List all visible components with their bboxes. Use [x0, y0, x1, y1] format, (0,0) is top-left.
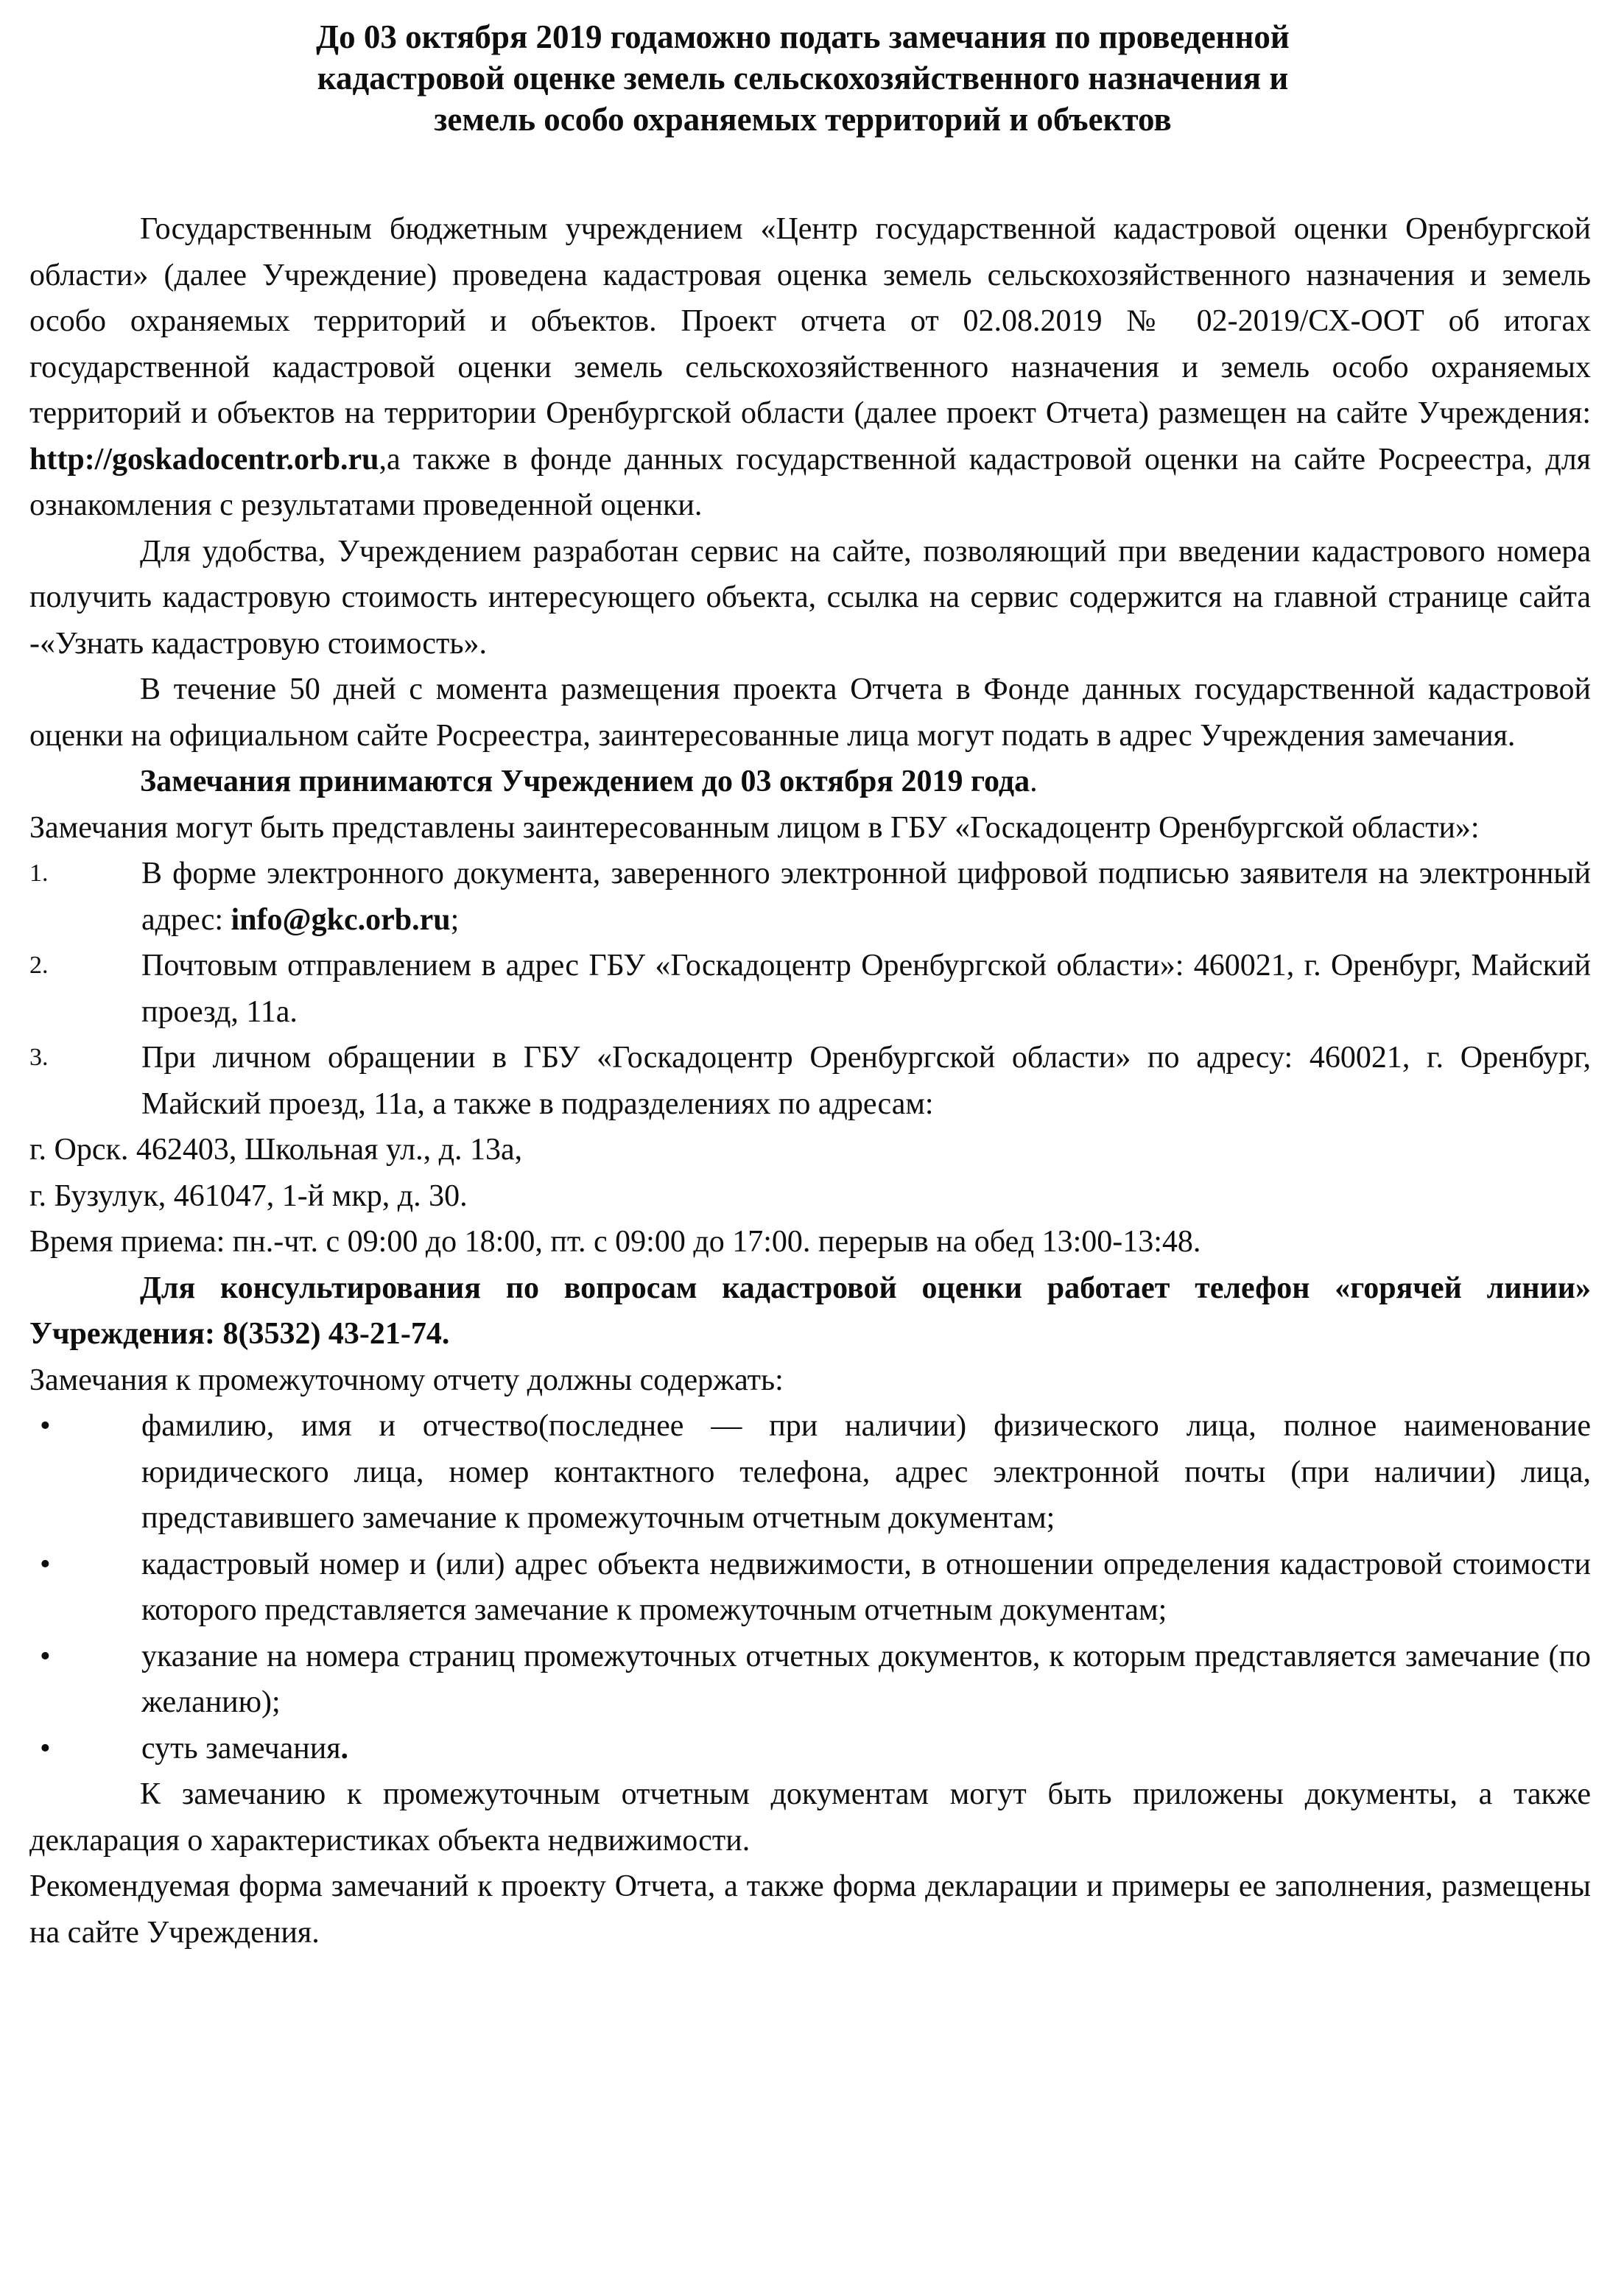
document-body [29, 206, 1591, 1956]
requirements-intro: Замечания к промежуточному отчету должны содержать: [29, 1363, 784, 1397]
requirement-text-3: указание на номера страниц промежуточных отчетных документов, к которым представляется замечание (по желанию); [141, 1639, 1591, 1719]
requirement-item-3 [29, 1634, 1591, 1726]
ways-intro: Замечания могут быть представлены заинтересованным лицом в ГБУ «Госкадоцентр Оренбургской области»: [29, 810, 1480, 845]
requirement-text-2: кадастровый номер и (или) адрес объекта недвижимости, в отношении определения кадастровой стоимости которого представляется замечание к промежуточным отчетным документам; [141, 1547, 1591, 1627]
period-paragraph: В течение 50 дней с момента размещения проекта Отчета в Фонде данных государственной кадастровой оценки на официальном сайте Росреестра, заинтересованные лица могут подать в адрес Учреждения замечания. [29, 672, 1591, 753]
way-text-2: Почтовым отправлением в адрес ГБУ «Госкадоцентр Оренбургской области»: 460021, г. Оренбург, Майский проезд, 11а. [141, 949, 1591, 1029]
intro-text-tail: ,а также в фонде данных государственной кадастровой оценки на сайте Росреестра, для ознакомления с результатами проведенной оценки. [29, 442, 1591, 522]
email-link[interactable]: info@gkc.orb.ru [231, 902, 451, 937]
website-link[interactable]: http://goskadocentr.orb.ru [29, 442, 379, 477]
way-text-1-tail: ; [450, 902, 460, 937]
service-paragraph: Для удобства, Учреждением разработан сервис на сайте, позволяющий при введении кадастрового номера получить кадастровую стоимость интересующего объекта, ссылка на сервис содержится на главной странице сайта -«Узнать кадастровую стоимость». [29, 534, 1591, 661]
document-title [88, 16, 1517, 140]
bullet-icon: • [40, 1409, 51, 1443]
title-line-1: До 03 октября 2019 годаможно подать замечания по проведенной [316, 18, 1290, 55]
way-item-3 [29, 1035, 1591, 1127]
way-text-1 [141, 851, 1591, 943]
intro-text: Государственным бюджетным учреждением «Центр государственной кадастровой оценки Оренбургской области» (далее Учреждение) проведена кадастровая оценка земель сельскохозяйственного назначения и земель особо охраняемых территорий и объектов. Проект отчета от 02.08.2019 № 02-2019/СХ-ООТ об итогах государственной кадастровой оценки земель сельскохозяйственного назначения и земель особо охраняемых территорий и объектов на территории Оренбургской области (далее проект Отчета) размещен на сайте Учреждения: [29, 212, 1591, 430]
requirement-item-1 [29, 1403, 1591, 1542]
title-line-3: земель особо охраняемых территорий и объектов [434, 101, 1172, 138]
reception-hours: Время приема: пн.-чт. с 09:00 до 18:00, пт. с 09:00 до 17:00. перерыв на обед 13:00-13:48. [29, 1225, 1201, 1259]
bullet-icon: • [40, 1731, 51, 1766]
deadline-period: . [1030, 765, 1038, 798]
title-line-2: кадастровой оценке земель сельскохозяйственного назначения и [317, 60, 1289, 96]
deadline-paragraph [29, 759, 1591, 805]
intro-paragraph [29, 206, 1591, 529]
way-number-3: 3. [29, 1044, 49, 1071]
requirement-text-4-end: . [340, 1731, 349, 1766]
way-text-1-main: В форме электронного документа, заверенного электронной цифровой подписью заявителя на электронный адрес: [141, 857, 1591, 937]
way-item-2 [29, 943, 1591, 1035]
requirement-text-1: фамилию, имя и отчество(последнее — при наличии) физического лица, полное наименование юридического лица, номер контактного телефона, адрес электронной почты (при наличии) лица, представившего замечание к промежуточным отчетным документам; [141, 1409, 1591, 1535]
deadline-text: Замечания принимаются Учреждением до 03 октября 2019 года [140, 765, 1030, 798]
attachments-paragraph: К замечанию к промежуточным отчетным документам могут быть приложены документы, а также декларация о характеристиках объекта недвижимости. [29, 1777, 1591, 1858]
bullet-icon: • [40, 1547, 51, 1581]
way-item-1 [29, 851, 1591, 943]
bullet-icon: • [40, 1639, 51, 1673]
final-paragraph: Рекомендуемая форма замечаний к проекту Отчета, а также форма декларации и примеры ее заполнения, размещены на сайте Учреждения. [29, 1869, 1591, 1950]
requirement-text-4-main: суть замечания [141, 1731, 341, 1766]
way-number-1: 1. [29, 860, 49, 887]
way-number-2: 2. [29, 952, 49, 979]
address-orsk: г. Орск. 462403, Школьная ул., д. 13а, [29, 1133, 523, 1167]
requirement-item-4 [29, 1726, 1591, 1772]
hotline-paragraph: Для консультирования по вопросам кадастровой оценки работает телефон «горячей линии» Учреждения: 8(3532) 43-21-74. [29, 1271, 1591, 1351]
address-buzuluk: г. Бузулук, 461047, 1-й мкр, д. 30. [29, 1178, 468, 1213]
requirement-item-2 [29, 1542, 1591, 1634]
way-text-3: При личном обращении в ГБУ «Госкадоцентр Оренбургской области» по адресу: 460021, г. Оренбург, Майский проезд, 11а, а также в подразделениях по адресам: [141, 1041, 1591, 1121]
requirement-text-4 [141, 1726, 1591, 1772]
